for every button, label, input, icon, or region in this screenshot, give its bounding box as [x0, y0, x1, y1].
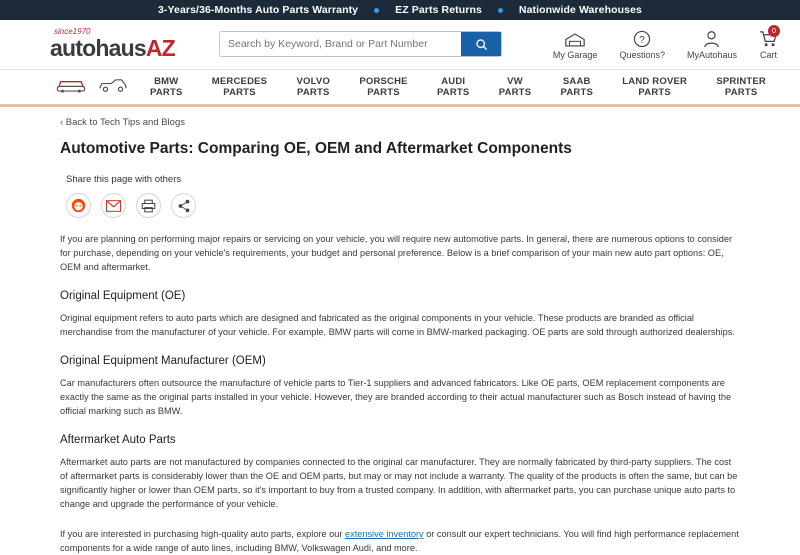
share-buttons: [66, 193, 740, 218]
nav-item-line1: PORSCHE: [359, 76, 408, 87]
nav-item-line2: PARTS: [638, 87, 671, 98]
my-garage-button[interactable]: [553, 29, 598, 60]
share-print-button[interactable]: [136, 193, 161, 218]
questions-label: Questions?: [619, 49, 665, 60]
share-icon: [177, 199, 191, 213]
nav-item-mercedes[interactable]: [212, 76, 267, 98]
nav-item-line1: LAND ROVER: [622, 76, 688, 87]
breadcrumb[interactable]: [60, 117, 740, 128]
header-tools: [552, 26, 786, 60]
nav-item-line1: VOLVO: [296, 76, 331, 87]
nav-item-sprinter[interactable]: [716, 76, 766, 98]
article-content: [0, 107, 800, 555]
search-button[interactable]: [461, 32, 501, 56]
svg-text:?: ?: [639, 34, 645, 46]
section-heading-oem: Original Equipment Manufacturer (OEM): [60, 355, 266, 367]
gmail-icon: [106, 200, 121, 212]
my-autohaus-label: MyAutohaus: [686, 49, 737, 60]
nav-vehicle-icons: [14, 76, 150, 98]
logo-suffix: AZ: [145, 35, 175, 61]
nav-item-line1: SPRINTER: [716, 76, 766, 87]
share-reddit-button[interactable]: [66, 193, 91, 218]
section-body-oem: Car manufacturers often outsource the manufacture of vehicle parts to Tier-1 suppliers and advanced fabricators. Like OE parts, OEM replacement components are exactly the same as the original parts installed in your vehicle. However, they are branded according to their actual manufacturer such as Bosch instead of having the official marking such as BMW.: [60, 378, 732, 416]
promo-item-warehouses: Nationwide Warehouses: [518, 4, 642, 16]
section-heading-oe: Original Equipment (OE): [60, 290, 186, 302]
intro-paragraph: If you are planning on performing major repairs or servicing on your vehicle, you will require new automotive parts. In general, there are numerous options to consider for purchase, depending on your vehicle's requirements, your budget and personal preference. Below is a brief comparison of your main new auto part options: OE, OEM and aftermarket.: [60, 234, 733, 272]
nav-item-line1: SAAB: [562, 76, 591, 87]
nav-item-line1: BMW: [154, 76, 179, 87]
nav-item-line2: PARTS: [297, 87, 330, 98]
nav-item-saab[interactable]: [561, 76, 594, 98]
nav-item-volvo[interactable]: [296, 76, 330, 98]
car-front-icon[interactable]: [56, 76, 86, 98]
search-bar[interactable]: [219, 31, 502, 57]
cart-count-badge: 0: [768, 25, 780, 37]
nav-item-bmw[interactable]: [150, 76, 183, 98]
nav-item-line2: PARTS: [367, 87, 400, 98]
page-title: Automotive Parts: Comparing OE, OEM and Aftermarket Components: [60, 140, 572, 157]
my-garage-label: My Garage: [552, 49, 598, 60]
cart-label: Cart: [759, 49, 777, 60]
nav-items: [150, 76, 786, 98]
print-icon: [141, 199, 156, 213]
main-nav: [0, 69, 800, 107]
nav-item-line2: PARTS: [436, 87, 470, 98]
logo-name: autohaus: [50, 35, 146, 61]
nav-item-line2: PARTS: [560, 87, 593, 98]
nav-item-vw[interactable]: [499, 76, 532, 98]
logo-since-text: since1970: [54, 27, 91, 36]
nav-item-line1: MERCEDES: [211, 76, 268, 87]
extensive-inventory-link[interactable]: extensive inventory: [344, 529, 424, 539]
share-more-button[interactable]: [171, 193, 196, 218]
promo-bar: [0, 0, 800, 20]
closing-text-before: If you are interested in purchasing high-quality auto parts, explore our: [60, 529, 345, 539]
my-autohaus-button[interactable]: [687, 29, 737, 60]
search-icon: [475, 38, 488, 51]
nav-item-line2: PARTS: [150, 87, 183, 98]
car-side-icon[interactable]: [98, 76, 128, 98]
garage-icon: [564, 29, 586, 48]
promo-item-warranty: 3-Years/36-Months Auto Parts Warranty: [157, 4, 359, 16]
nav-item-line1: AUDI: [441, 76, 466, 87]
nav-item-audi[interactable]: [437, 76, 470, 98]
section-body-aftermarket: Aftermarket auto parts are not manufactured by companies connected to the original car manufacturer. They are normally fabricated by third-party suppliers. The cost of aftermarket parts is considerably lower than the OE and OEM parts, but may or may not include a warranty. The quality of the products is often the same, but can be significantly higher or lower than OEM parts, so it's important to buy from a trusted company. In addition, with aftermarket parts, you can purchase unique auto parts to change and upgrade the performance of your vehicle.: [60, 457, 738, 509]
logo-wordmark: [50, 36, 219, 60]
nav-item-line2: PARTS: [223, 87, 256, 98]
nav-item-line2: PARTS: [724, 87, 758, 98]
closing-text-after: or consult our expert technicians. You will find high performance replacement components for a wide range of auto lines, including BMW, Volkswagen Audi, and more.: [60, 529, 739, 553]
nav-item-line1: VW: [507, 76, 523, 87]
site-header: [0, 20, 800, 69]
search-input[interactable]: [220, 32, 461, 56]
nav-item-porsche[interactable]: [359, 76, 407, 98]
share-label: Share this page with others: [66, 174, 182, 185]
reddit-icon: [71, 198, 86, 213]
breadcrumb-back-link[interactable]: ‹ Back to Tech Tips and Blogs: [60, 117, 185, 128]
closing-paragraph: [60, 527, 740, 555]
section-heading-aftermarket: Aftermarket Auto Parts: [60, 434, 176, 446]
user-icon: [703, 29, 720, 48]
promo-item-returns: EZ Parts Returns: [395, 4, 482, 16]
question-mark-icon: [633, 29, 651, 48]
section-body-oe: Original equipment refers to auto parts which are designed and fabricated as the original components in your vehicle. These products are branded as official merchandise from the manufacturer of your vehicle. For example, BMW parts will come in BMW-marked packaging. OE parts are sold through authorized dealerships.: [60, 313, 735, 337]
nav-item-line2: PARTS: [498, 87, 532, 98]
share-gmail-button[interactable]: [101, 193, 126, 218]
site-logo[interactable]: [14, 28, 219, 60]
cart-button[interactable]: [759, 26, 778, 60]
questions-button[interactable]: [619, 29, 665, 60]
nav-item-land-rover[interactable]: [622, 76, 687, 98]
